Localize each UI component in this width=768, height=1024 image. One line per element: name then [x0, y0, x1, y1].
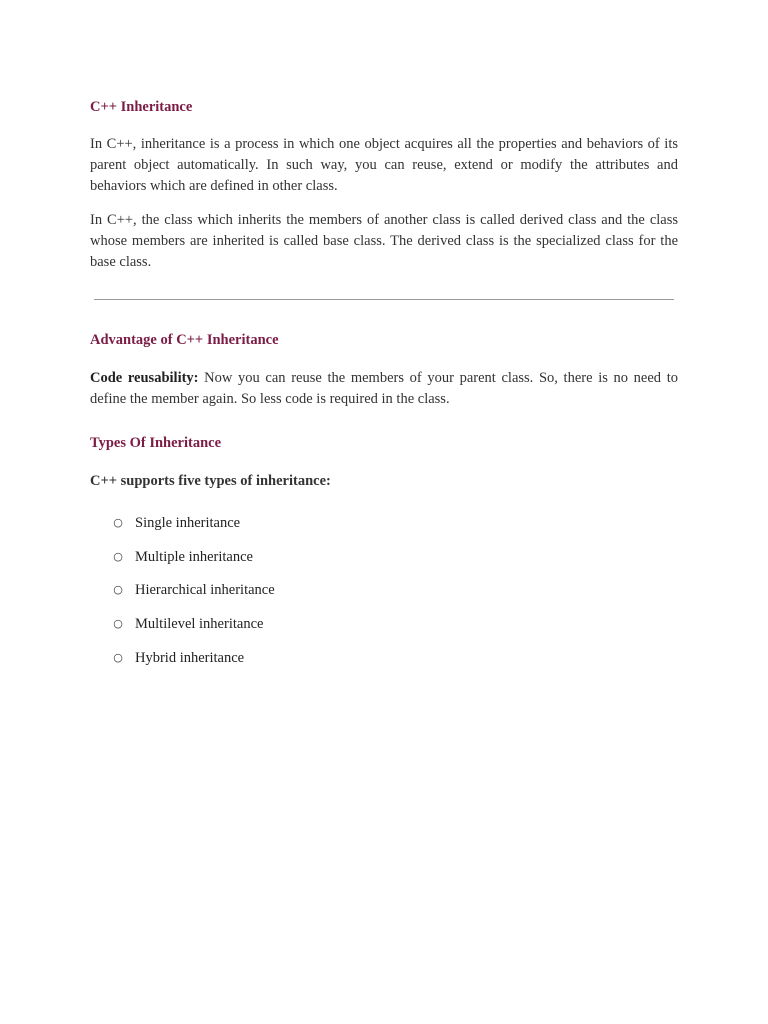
list-item-hybrid [90, 648, 678, 668]
circle-bullet-icon: ○ [113, 617, 123, 631]
list-item-label: Multiple inheritance [135, 548, 253, 565]
circle-bullet-icon: ○ [113, 516, 123, 529]
inheritance-types-list [90, 513, 678, 668]
code-reusability-label: Code reusability: [90, 370, 199, 386]
types-lead-text: C++ supports five types of inheritance: [90, 473, 331, 489]
list-item-single [90, 513, 678, 533]
paragraph-inheritance-definition: In C++, inheritance is a process in which one object acquires all the properties and behaviors of its parent object automatically. In such way, you can reuse, extend or modify the attributes and behaviors which are defined in other class. [90, 136, 678, 194]
list-item-label: Hierarchical inheritance [135, 582, 275, 599]
list-item-multiple [90, 547, 678, 567]
circle-bullet-icon: ○ [113, 549, 123, 563]
section-heading-advantage: Advantage of C++ Inheritance [90, 332, 279, 348]
circle-bullet-icon: ○ [113, 583, 123, 597]
code-reusability-text: Now you can reuse the members of your parent class. So, there is no need to define the member again. So less code is required in the class. [90, 370, 678, 407]
section-heading-types: Types Of Inheritance [90, 435, 222, 451]
list-item-label: Single inheritance [135, 515, 241, 531]
horizontal-divider [94, 299, 674, 300]
paragraph-code-reusability [90, 368, 678, 410]
list-item-label: Hybrid inheritance [135, 649, 245, 666]
list-item-label: Multilevel inheritance [135, 616, 264, 633]
circle-bullet-icon: ○ [113, 650, 123, 664]
section-heading-inheritance: C++ Inheritance [90, 99, 193, 115]
document-page [90, 96, 678, 681]
list-item-multilevel [90, 614, 678, 634]
list-item-hierarchical [90, 580, 678, 600]
paragraph-derived-base-class: In C++, the class which inherits the members of another class is called derived class and the class whose members are inherited is called base class. The derived class is the specialized class for the base class. [90, 212, 678, 270]
